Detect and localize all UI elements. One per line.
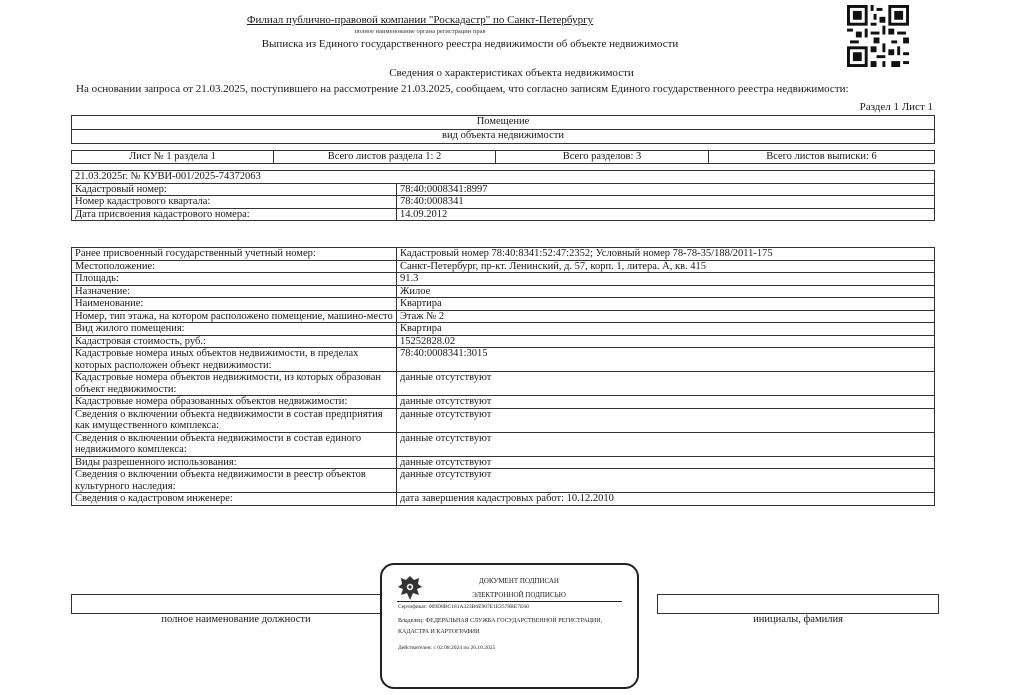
initials-cell [658, 595, 939, 614]
table-row [72, 183, 935, 196]
row-label: Кадастровые номера иных объектов недвижимости, в пределах которых расположен объект недвижимости: [72, 348, 397, 372]
table-row [72, 348, 935, 372]
initials-caption: инициалы, фамилия [658, 614, 939, 632]
stamp-divider [397, 601, 622, 602]
row-value: 78:40:0008341 [397, 196, 935, 209]
stamp-owner: Владелец: ФЕДЕРАЛЬНАЯ СЛУЖБА ГОСУДАРСТВЕННОЙ РЕГИСТРАЦИИ, КАДАСТРА И КАРТОГРАФИИ [398, 618, 603, 635]
object-type-table [71, 115, 935, 144]
section-sheet-count: Всего листов раздела 1: 2 [274, 151, 496, 164]
stamp-line-1: ДОКУМЕНТ ПОДПИСАН [479, 577, 559, 585]
row-value: данные отсутствуют [397, 432, 935, 456]
row-label: Кадастровый номер: [72, 183, 397, 196]
org-name: Филиал публично-правовой компании "Роскадастр" по Санкт-Петербургу [246, 14, 594, 26]
sheet-number: Лист № 1 раздела 1 [72, 151, 274, 164]
object-type-caption: вид объекта недвижимости [72, 130, 935, 144]
table-row [72, 273, 935, 286]
row-label: Вид жилого помещения: [72, 323, 397, 336]
table-row [72, 248, 935, 261]
document-reference: 21.03.2025г. № КУВИ-001/2025-74372063 [72, 171, 935, 184]
table-row [72, 323, 935, 336]
row-value: данные отсутствуют [397, 469, 935, 493]
row-value: данные отсутствуют [397, 408, 935, 432]
row-label: Кадастровая стоимость, руб.: [72, 335, 397, 348]
row-label: Назначение: [72, 285, 397, 298]
table-row [72, 310, 935, 323]
row-label: Наименование: [72, 298, 397, 311]
table-row [72, 285, 935, 298]
stamp-validity: Действителен: с 02.08.2024 по 26.10.2025 [398, 645, 496, 651]
total-sheet-count: Всего листов выписки: 6 [709, 151, 935, 164]
position-cell [72, 595, 401, 614]
row-label: Сведения о кадастровом инженере: [72, 493, 397, 506]
object-type: Помещение [72, 116, 935, 130]
row-value: 78:40:0008341:3015 [397, 348, 935, 372]
stamp-certificate: Сертификат: 009D8BC181A323B6E907E1E2578BE7E60 [398, 604, 529, 610]
row-value: данные отсутствуют [397, 456, 935, 469]
table-row [72, 208, 935, 221]
row-value: данные отсутствуют [397, 372, 935, 396]
position-caption: полное наименование должности [72, 614, 401, 632]
row-value: Квартира [397, 298, 935, 311]
row-value: дата завершения кадастровых работ: 10.12.2010 [397, 493, 935, 506]
row-label: Местоположение: [72, 260, 397, 273]
row-value: 78:40:0008341:8997 [397, 183, 935, 196]
table-row [72, 396, 935, 409]
org-name-caption: полное наименование органа регистрации прав [354, 28, 486, 35]
table-row [72, 456, 935, 469]
table-row [72, 408, 935, 432]
row-label: Дата присвоения кадастрового номера: [72, 208, 397, 221]
row-value: 15252828.02 [397, 335, 935, 348]
stamp-line-2: ЭЛЕКТРОННОЙ ПОДПИСЬЮ [472, 591, 566, 599]
row-label: Сведения о включении объекта недвижимости в состав единого недвижимого комплекса: [72, 432, 397, 456]
row-value: 91.3 [397, 273, 935, 286]
row-value: Этаж № 2 [397, 310, 935, 323]
table-row [72, 335, 935, 348]
table-row [72, 432, 935, 456]
qr-code [847, 5, 909, 67]
row-value: Жилое [397, 285, 935, 298]
row-label: Площадь: [72, 273, 397, 286]
identification-table [71, 170, 935, 221]
coat-of-arms-icon [395, 573, 425, 603]
row-label: Сведения о включении объекта недвижимости в реестр объектов культурного наследия: [72, 469, 397, 493]
table-row [72, 298, 935, 311]
row-label: Виды разрешенного использования: [72, 456, 397, 469]
table-row [72, 469, 935, 493]
properties-table [71, 247, 935, 506]
table-row [72, 493, 935, 506]
row-label: Кадастровые номера объектов недвижимости, из которых образован объект недвижимости: [72, 372, 397, 396]
section-sheet: Раздел 1 Лист 1 [859, 101, 933, 113]
row-value: Санкт-Петербург, пр-кт. Ленинский, д. 57, корп. 1, литера. А, кв. 415 [397, 260, 935, 273]
table-row [72, 372, 935, 396]
document-subtitle: Сведения о характеристиках объекта недвижимости [389, 67, 634, 79]
row-label: Номер кадастрового квартала: [72, 196, 397, 209]
request-basis: На основании запроса от 21.03.2025, поступившего на рассмотрение 21.03.2025, сообщаем, что согласно записям Единого государственного реестра недвижимости: [76, 83, 849, 95]
row-label: Сведения о включении объекта недвижимости в состав предприятия как имущественного комплекса: [72, 408, 397, 432]
electronic-signature-stamp [380, 563, 639, 689]
row-label: Ранее присвоенный государственный учетный номер: [72, 248, 397, 261]
row-label: Кадастровые номера образованных объектов недвижимости: [72, 396, 397, 409]
document-title: Выписка из Единого государственного реестра недвижимости об объекте недвижимости [261, 38, 679, 50]
sheets-table [71, 150, 935, 164]
section-count: Всего разделов: 3 [496, 151, 709, 164]
row-value: Квартира [397, 323, 935, 336]
table-row [72, 260, 935, 273]
row-label: Номер, тип этажа, на котором расположено помещение, машино-место [72, 310, 397, 323]
table-row [72, 196, 935, 209]
row-value: данные отсутствуют [397, 396, 935, 409]
row-value: Кадастровый номер 78:40:8341:52:47:2352; Условный номер 78-78-35/188/2011-175 [397, 248, 935, 261]
row-value: 14.09.2012 [397, 208, 935, 221]
